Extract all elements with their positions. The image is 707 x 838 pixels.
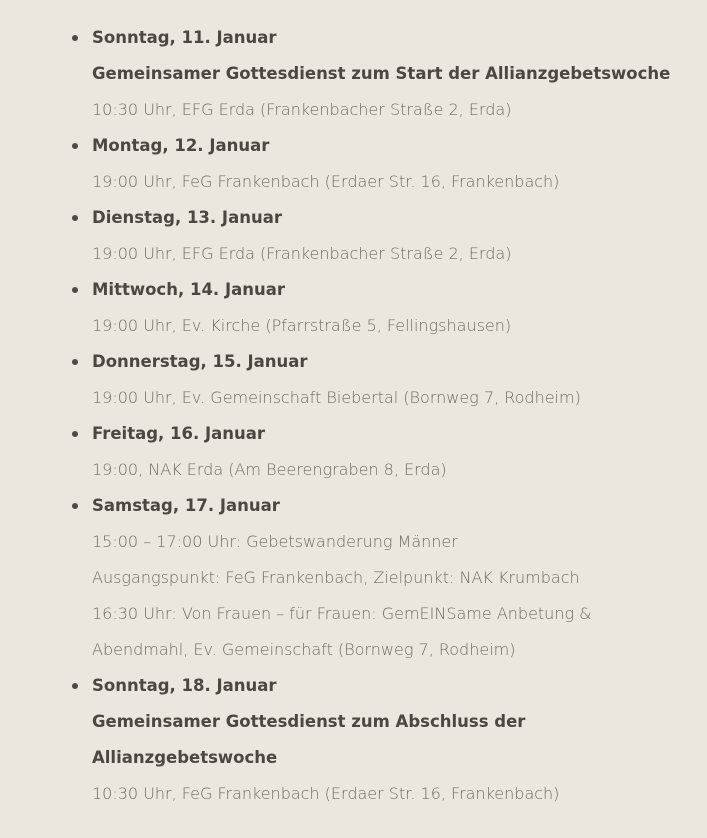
bullet-icon bbox=[72, 143, 78, 149]
event-title: Allianzgebetswoche bbox=[92, 748, 278, 767]
event-date: Montag, 12. Januar bbox=[92, 136, 270, 155]
event-item bbox=[92, 20, 692, 128]
bullet-icon bbox=[72, 287, 78, 293]
event-date: Sonntag, 18. Januar bbox=[92, 676, 277, 695]
event-detail: 16:30 Uhr: Von Frauen – für Frauen: GemEINSame Anbetung & bbox=[92, 604, 592, 623]
event-item bbox=[92, 200, 692, 272]
event-detail: 19:00 Uhr, EFG Erda (Frankenbacher Straße 2, Erda) bbox=[92, 244, 512, 263]
event-detail: 19:00 Uhr, Ev. Gemeinschaft Biebertal (Bornweg 7, Rodheim) bbox=[92, 388, 581, 407]
event-item bbox=[92, 128, 692, 200]
event-date: Donnerstag, 15. Januar bbox=[92, 352, 308, 371]
event-detail: 19:00 Uhr, Ev. Kirche (Pfarrstraße 5, Fellingshausen) bbox=[92, 316, 512, 335]
event-title: Gemeinsamer Gottesdienst zum Abschluss der bbox=[92, 712, 526, 731]
event-item bbox=[92, 668, 692, 812]
event-item bbox=[92, 272, 692, 344]
event-date: Mittwoch, 14. Januar bbox=[92, 280, 285, 299]
event-item bbox=[92, 416, 692, 488]
event-detail: Ausgangspunkt: FeG Frankenbach, Zielpunkt: NAK Krumbach bbox=[92, 568, 580, 587]
event-date: Samstag, 17. Januar bbox=[92, 496, 280, 515]
bullet-icon bbox=[72, 431, 78, 437]
event-detail: Abendmahl, Ev. Gemeinschaft (Bornweg 7, Rodheim) bbox=[92, 640, 516, 659]
event-title: Gemeinsamer Gottesdienst zum Start der Allianzgebetswoche bbox=[92, 64, 671, 83]
event-detail: 19:00, NAK Erda (Am Beerengraben 8, Erda) bbox=[92, 460, 447, 479]
event-item bbox=[92, 488, 692, 668]
bullet-icon bbox=[72, 35, 78, 41]
event-detail: 15:00 – 17:00 Uhr: Gebetswanderung Männer bbox=[92, 532, 458, 551]
bullet-icon bbox=[72, 503, 78, 509]
bullet-icon bbox=[72, 215, 78, 221]
event-detail: 10:30 Uhr, EFG Erda (Frankenbacher Straße 2, Erda) bbox=[92, 100, 512, 119]
event-item bbox=[92, 344, 692, 416]
event-date: Dienstag, 13. Januar bbox=[92, 208, 282, 227]
event-detail: 10:30 Uhr, FeG Frankenbach (Erdaer Str. 16, Frankenbach) bbox=[92, 784, 560, 803]
event-date: Sonntag, 11. Januar bbox=[92, 28, 277, 47]
event-date: Freitag, 16. Januar bbox=[92, 424, 266, 443]
bullet-icon bbox=[72, 359, 78, 365]
bullet-icon bbox=[72, 683, 78, 689]
event-detail: 19:00 Uhr, FeG Frankenbach (Erdaer Str. 16, Frankenbach) bbox=[92, 172, 560, 191]
